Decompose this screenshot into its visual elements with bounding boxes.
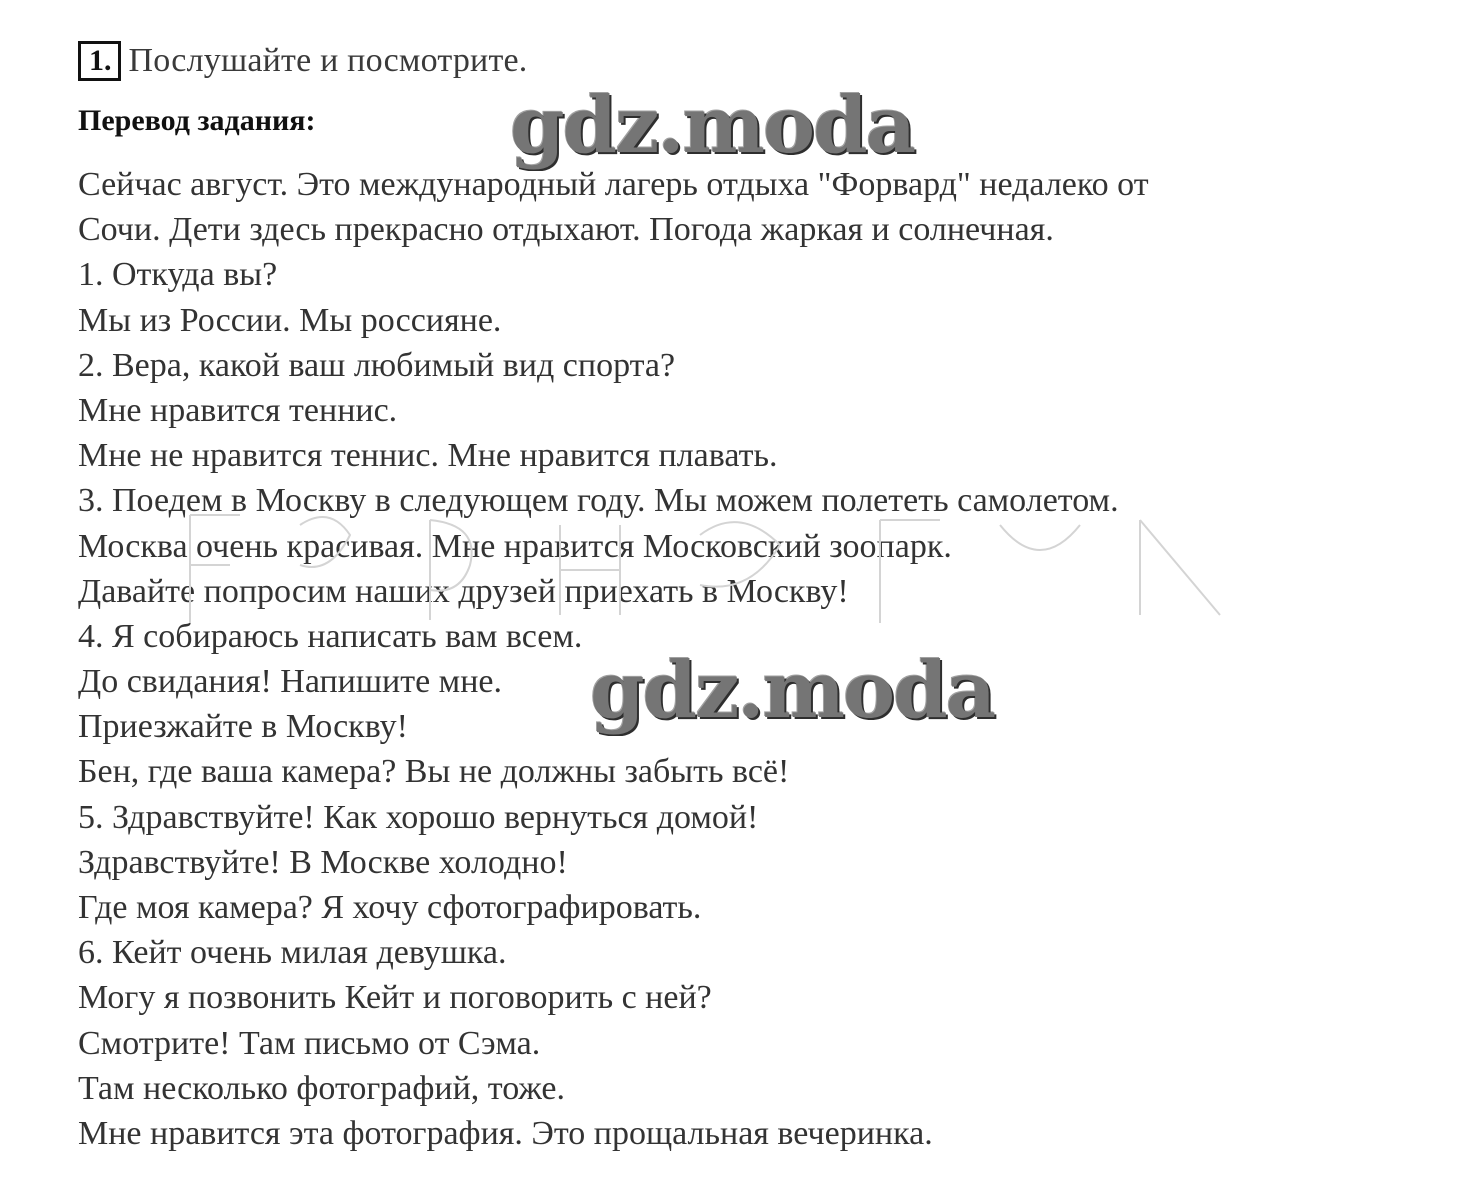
text-line: Могу я позвонить Кейт и поговорить с ней? (78, 979, 712, 1017)
text-line: Приезжайте в Москву! (78, 708, 408, 746)
text-line: Мне не нравится теннис. Мне нравится плавать. (78, 437, 778, 475)
text-line: 2. Вера, какой ваш любимый вид спорта? (78, 346, 676, 384)
watermark: gdz.moda (510, 80, 915, 171)
text-line: Мы из России. Мы россияне. (78, 301, 502, 339)
translation-heading: Перевод задания: (78, 104, 316, 137)
text-line: До свидания! Напишите мне. (78, 663, 502, 701)
watermark: gdz.moda (590, 645, 995, 736)
text-line: Здравствуйте! В Москве холодно! (78, 843, 568, 881)
text-line: Мне нравится эта фотография. Это прощальная вечеринка. (78, 1114, 933, 1152)
text-line: Сочи. Дети здесь прекрасно отдыхают. Погода жаркая и солнечная. (78, 211, 1054, 249)
translation-body (78, 162, 1398, 1156)
text-line: Там несколько фотографий, тоже. (78, 1069, 566, 1107)
task-header (78, 38, 528, 84)
text-line: 5. Здравствуйте! Как хорошо вернуться домой! (78, 798, 759, 836)
text-line: Смотрите! Там письмо от Сэма. (78, 1024, 541, 1062)
text-line: 6. Кейт очень милая девушка. (78, 934, 507, 972)
text-line: Где моя камера? Я хочу сфотографировать. (78, 889, 702, 926)
text-line: 3. Поедем в Москву в следующем году. Мы можем полететь самолетом. (78, 482, 1119, 520)
text-line: Давайте попросим наших друзей приехать в Москву! (78, 572, 849, 610)
task-number: 1. (78, 41, 121, 81)
text-line: 4. Я собираюсь написать вам всем. (78, 617, 583, 655)
text-line: 1. Откуда вы? (78, 256, 278, 294)
text-line: Сейчас август. Это международный лагерь отдыха "Форвард" недалеко от (78, 166, 1149, 203)
task-title: Послушайте и посмотрите. (128, 42, 528, 79)
text-line: Москва очень красивая. Мне нравится Московский зоопарк. (78, 527, 952, 565)
text-line: Мне нравится теннис. (78, 391, 398, 429)
text-line: Бен, где ваша камера? Вы не должны забыть всё! (78, 753, 790, 791)
